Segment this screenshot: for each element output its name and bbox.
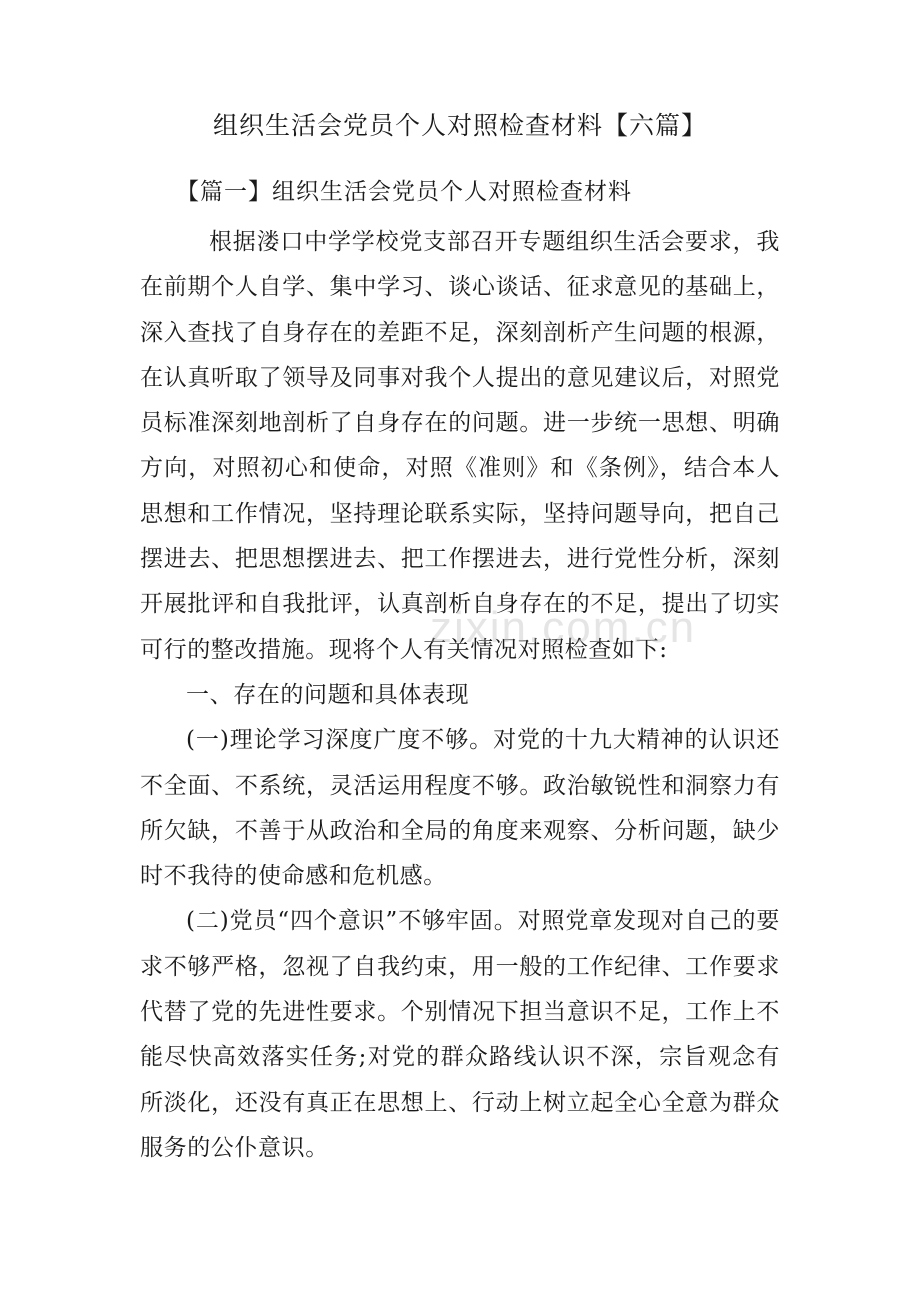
item2-paragraph: (二)党员“四个意识”不够牢固。对照党章发现对自己的要求不够严格，忽视了自我约束，用一般的工作纪律、工作要求代替了党的先进性要求。个别情况下担当意识不足，工作上不能尽快高效落实任务;对党的群众路线认识不深，宗旨观念有所淡化，还没有真正在思想上、行动上树立起全心全意为群众服务的公仆意识。	[140, 908, 780, 1161]
part1-heading: 一、存在的问题和具体表现	[186, 681, 470, 708]
intro-paragraph: 根据溇口中学学校党支部召开专题组织生活会要求，我在前期个人自学、集中学习、谈心谈话、征求意见的基础上，深入查找了自身存在的差距不足，深刻剖析产生问题的根源，在认真听取了领导及同事对我个人提出的意见建议后，对照党员标准深刻地剖析了自身存在的问题。进一步统一思想、明确方向，对照初心和使命，对照《准则》和《条例》，结合本人思想和工作情况，坚持理论联系实际，坚持问题导向，把自己摆进去、把思想摆进去、把工作摆进去，进行党性分析，深刻开展批评和自我批评，认真剖析自身存在的不足，提出了切实可行的整改措施。现将个人有关情况对照检查如下:	[140, 229, 780, 663]
document-body	[140, 220, 780, 1171]
document-title: 组织生活会党员个人对照检查材料【六篇】	[212, 111, 707, 140]
watermark: zixin.com.cn	[430, 603, 697, 652]
item1-paragraph: (一)理论学习深度广度不够。对党的十九大精神的认识还不全面、不系统，灵活运用程度不够。政治敏锐性和洞察力有所欠缺，不善于从政治和全局的角度来观察、分析问题，缺少时不我待的使命感和危机感。	[140, 727, 780, 890]
section-heading: 【篇一】组织生活会党员个人对照检查材料	[176, 179, 632, 205]
